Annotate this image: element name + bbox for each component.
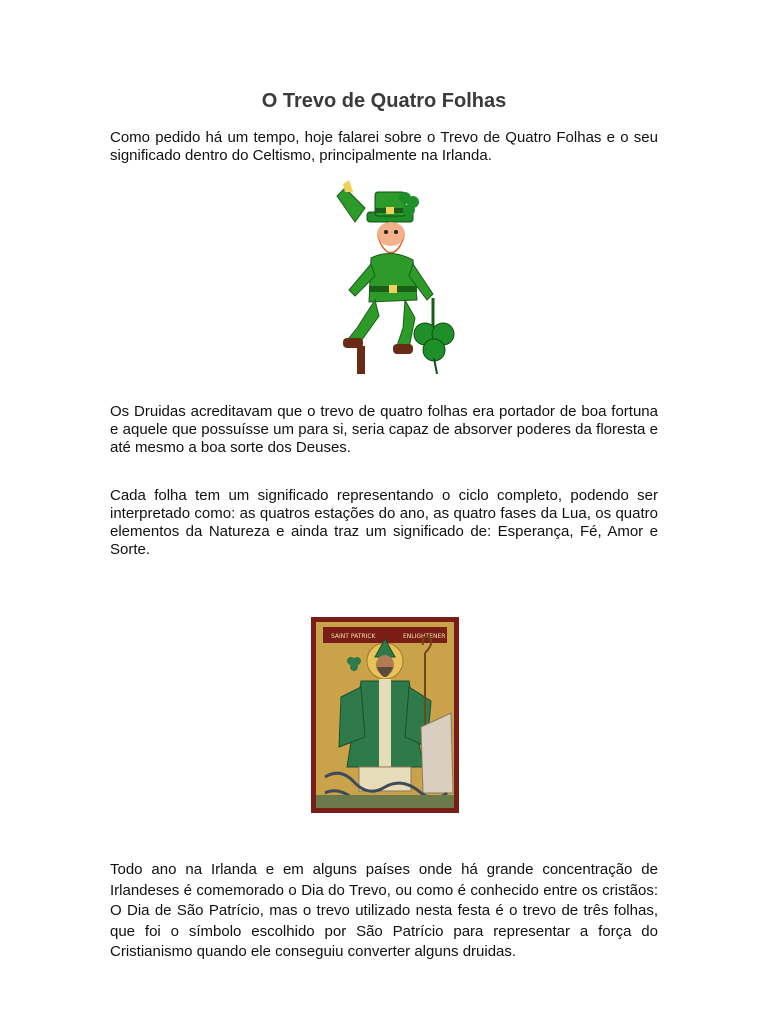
leprechaun-illustration [305,178,465,378]
leprechaun-image [305,178,465,378]
saint-patrick-icon-image [311,617,459,813]
paragraph-saint-patrick-day: Todo ano na Irlanda e em alguns países onde há grande concentração de Irlandeses é comemorado o Dia do Trevo, ou como é conhecido entre os cristãos: O Dia de São Patrício, mas o trevo utilizado nesta festa é o trevo de três folhas, que foi o símbolo escolhido por São Patrício para representar a força do Cristianismo quando ele conseguiu converter alguns druidas. [110,861,658,960]
paragraph-intro: Como pedido há um tempo, hoje falarei sobre o Trevo de Quatro Folhas e o seu significado dentro do Celtismo, principalmente na Irlanda. [110,129,658,164]
paragraph-meaning: Cada folha tem um significado representando o ciclo completo, podendo ser interpretado como: as quatros estações do ano, as quatro fases da Lua, os quatro elementos da Natureza e ainda traz um significado de: Esperança, Fé, Amor e Sorte. [110,487,658,558]
saint-patrick-icon [311,617,459,813]
document-title: O Trevo de Quatro Folhas [261,90,507,112]
icon-banner-right: ENLIGHTENER [403,633,446,640]
paragraph-druids: Os Druidas acreditavam que o trevo de quatro folhas era portador de boa fortuna e aquele que possuísse um para si, seria capaz de absorver poderes da floresta e até mesmo a boa sorte dos Deuses. [110,403,658,456]
icon-banner-left: SAINT PATRICK [331,633,376,640]
